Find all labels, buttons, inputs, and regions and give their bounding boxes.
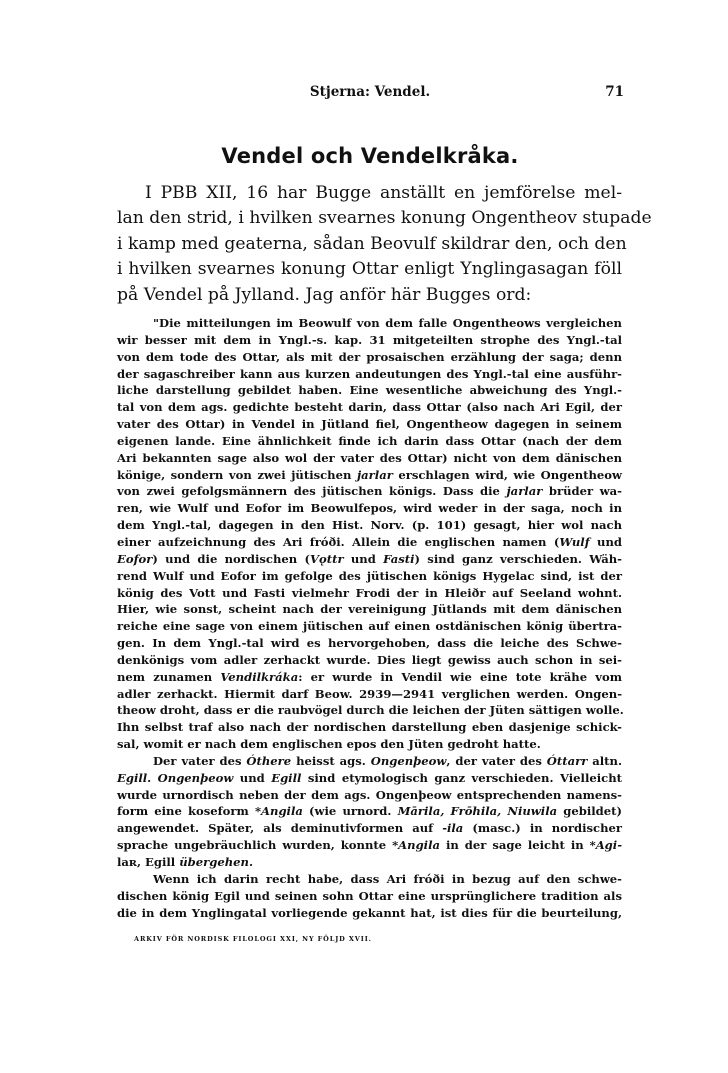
text-line: Ihn selbst traf also nach der nordischen darstellung eben dasjenige schick-: [117, 720, 622, 735]
text-line: denkönigs vom adler zerhackt wurde. Dies liegt gewiss auch schon in sei-: [117, 652, 622, 667]
italic-term: Vendilkráka: [220, 669, 299, 684]
intro-paragraph: [117, 181, 652, 308]
text-line: einer aufzeichnung des Ari fróði. Allein die englischen namen (Wulf und: [117, 534, 622, 549]
text-line: I PBB XII, 16 har Bugge anställt en jemförelse mel-: [145, 183, 622, 203]
text-line: wir besser mit dem in Yngl.-s. kap. 31 mitgeteilten strophe des Yngl.-tal: [117, 332, 622, 347]
text-line: dem Yngl.-tal, dagegen in den Hist. Norv. (p. 101) gesagt, hier wol nach: [117, 518, 622, 533]
italic-term: Vǫttr: [310, 551, 344, 566]
italic-term: Ongenþeow: [370, 753, 447, 768]
italic-term: -ila: [442, 821, 464, 836]
italic-term: Mārila, Frōhila, Niuwila: [397, 804, 558, 819]
page-number: 71: [605, 84, 624, 100]
text-line: Eofor) und die nordischen (Vǫttr und Fasti) sind ganz verschieden. Wäh-: [117, 551, 622, 566]
text-line: Ari bekannten sage also wol der vater des Ottar) nicht von dem dänischen: [117, 450, 622, 465]
text-line: angewendet. Später, als deminutivformen auf -ila (masc.) in nordischer: [117, 821, 622, 836]
text-line: tal von dem ags. gedichte besteht darin, dass Ottar (also nach Ari Egil, der: [117, 400, 622, 415]
quoted-passage: [117, 315, 622, 921]
text-line: sprache ungebräuchlich wurden, konnte *Angila in der sage leicht in *Agi-: [117, 838, 623, 853]
italic-term: jarlar: [506, 484, 543, 499]
text-line: lan den strid, i hvilken svearnes konung Ongentheov stupade: [117, 208, 652, 229]
text-line: sal, womit er nach dem englischen epos den Jüten gedroht hatte.: [117, 737, 541, 752]
text-line: rend Wulf und Eofor im gefolge des jütischen königs Hygelac sind, ist der: [117, 568, 622, 583]
text-line: vater des Ottar) in Vendel in Jütland fiel, Ongentheow dagegen in seinem: [117, 417, 622, 432]
italic-term: Eofor: [117, 551, 153, 566]
italic-term: übergehen.: [175, 855, 254, 869]
quote-paragraph-3: [117, 871, 622, 922]
italic-term: Egill: [271, 770, 302, 785]
text-line: die in dem Ynglingatal vorliegende gekannt hat, ist dies für die beurteilung,: [117, 905, 622, 920]
text-line: Hier, wie sonst, scheint nach der vereinigung Jütlands mit dem dänischen: [117, 602, 622, 617]
text-line: Egill. Ongenþeow und Egill sind etymologisch ganz verschieden. Vielleicht: [117, 770, 622, 785]
italic-term: Ongenþeow: [157, 770, 234, 785]
text-line: adler zerhackt. Hiermit darf Beow. 2939—2941 verglichen werden. Ongen-: [117, 686, 622, 701]
italic-term: Fasti: [383, 551, 415, 566]
text-line: dischen könig Egil und seinen sohn Ottar eine ursprünglichere tradition als: [117, 888, 622, 903]
text-line: eigenen lande. Eine ähnlichkeit finde ich darin dass Ottar (nach der dem: [117, 433, 622, 448]
text-line: gen. In dem Yngl.-tal wird es hervorgehoben, dass die leiche des Schwe-: [117, 636, 622, 651]
article-title: Vendel och Vendelkråka.: [221, 144, 519, 168]
text-line: Der vater des Óthere heisst ags. Ongenþeow, der vater des Óttarr altn.: [153, 753, 623, 768]
text-line: von dem tode des Ottar, als mit der prosaischen erzählung der saga; denn: [117, 349, 622, 364]
text-line: i hvilken svearnes konung Ottar enligt Ynglingasagan föll: [117, 259, 622, 280]
text-line: laʀ, Egill übergehen.: [117, 855, 254, 869]
running-head-title: Stjerna: Vendel.: [309, 84, 431, 100]
text-line: på Vendel på Jylland. Jag anför här Bugges ord:: [117, 284, 532, 305]
text-line: liche darstellung gebildet haben. Eine wesentliche abweichung des Yngl.-: [117, 383, 622, 398]
text-line: i kamp med geaterna, sådan Beovulf skildrar den, och den: [117, 233, 627, 254]
italic-term: Angila: [398, 838, 441, 853]
text-line: von zwei gefolgsmännern des jütischen königs. Dass die jarlar brüder wa-: [117, 484, 622, 499]
quote-paragraph-2: [117, 753, 622, 871]
text-line: könig des Vott und Fasti vielmehr Frodi der in Hleiðr auf Seeland wohnt.: [117, 585, 622, 600]
italic-term: Óttarr: [546, 753, 588, 768]
text-line: der sagaschreiber kann aus kurzen andeutungen des Yngl.-tal eine ausführ-: [117, 366, 622, 381]
text-line: form eine koseform *Angila (wie urnord. Mārila, Frōhila, Niuwila gebildet): [117, 804, 622, 819]
text-line: wurde urnordisch neben der dem ags. Ongenþeow entsprechenden namens-: [117, 787, 622, 802]
italic-term: Agi-: [595, 838, 623, 853]
text-line: "Die mitteilungen im Beowulf von dem falle Ongentheows vergleichen: [153, 316, 622, 330]
italic-term: Wulf: [559, 534, 590, 549]
text-line: theow droht, dass er die raubvögel durch die leichen der Jüten sättigen wolle.: [117, 703, 624, 718]
italic-term: jarlar: [356, 467, 393, 482]
quote-paragraph-1: [117, 315, 622, 753]
text-line: könige, sondern von zwei jütischen jarlar erschlagen wird, wie Ongentheow: [117, 467, 622, 482]
running-head: [116, 84, 624, 104]
italic-term: Angila: [261, 804, 303, 819]
text-line: nem zunamen Vendilkráka: er wurde in Vendil wie eine tote krähe vom: [117, 669, 622, 684]
italic-term: Egill: [117, 770, 148, 785]
italic-term: Óthere: [246, 753, 292, 768]
signature-footer: ARKIV FÖR NORDISK FILOLOGI XXI, NY FÖLJD XVII.: [134, 935, 372, 943]
text-line: Wenn ich darin recht habe, dass Ari fróði in bezug auf den schwe-: [153, 871, 622, 886]
text-line: reiche eine sage von einem jütischen auf einen ostdänischen könig übertra-: [117, 619, 622, 634]
text-line: ren, wie Wulf und Eofor im Beowulfepos, wird weder in der saga, noch in: [117, 501, 622, 516]
